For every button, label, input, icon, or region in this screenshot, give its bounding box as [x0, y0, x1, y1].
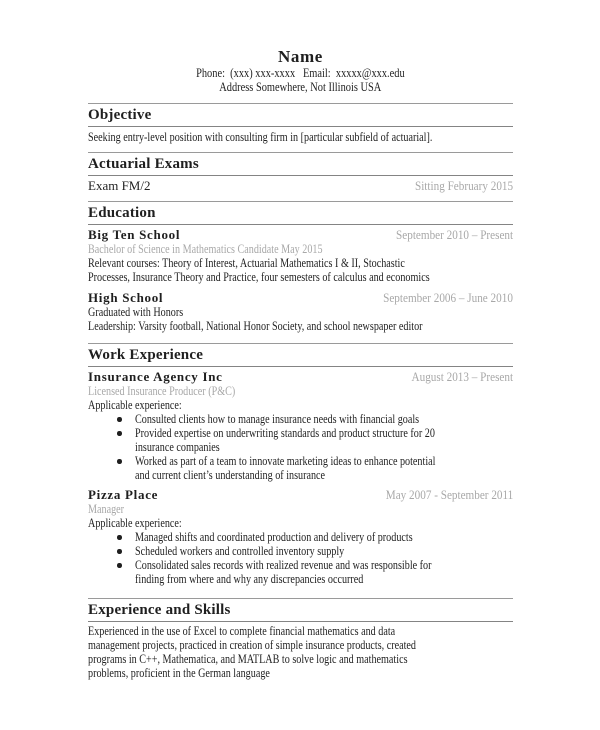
section-experience-and-skills — [88, 598, 513, 680]
degree-line: Bachelor of Science in Mathematics Candidate May 2015 — [88, 241, 323, 256]
skills-line: problems, proficient in the German language — [88, 665, 270, 680]
bullet-text: Consolidated sales records with realized revenue and was responsible for — [135, 557, 432, 572]
courses-line: Processes, Insurance Theory and Practice, four semesters of calculus and economics — [88, 269, 430, 284]
exam-date: Sitting February 2015 — [414, 178, 513, 193]
resume-header — [88, 48, 513, 94]
honors-line: Graduated with Honors — [88, 304, 184, 319]
job-entry-pizza — [88, 488, 513, 586]
school-dates: September 2010 – Present — [395, 227, 513, 242]
bullet-text: Scheduled workers and controlled inventory supply — [135, 543, 345, 558]
job-intro: Applicable experience: — [88, 515, 182, 530]
exam-name: Exam FM/2 — [88, 178, 151, 193]
address-row — [88, 80, 513, 94]
bullet-text: Worked as part of a team to innovate marketing ideas to enhance potential — [135, 453, 436, 468]
address-line: Address Somewhere, Not Illinois USA — [219, 79, 382, 94]
job-intro: Applicable experience: — [88, 397, 182, 412]
exam-entry — [88, 179, 513, 193]
education-entry-row — [88, 291, 513, 305]
company-name: Insurance Agency Inc — [88, 369, 223, 384]
skills-line: Experienced in the use of Excel to complete financial mathematics and data — [88, 623, 396, 638]
skills-line: management projects, practiced in creation of simple insurance products, created — [88, 637, 417, 652]
education-entry-high-school — [88, 291, 513, 333]
contact-row — [88, 66, 513, 80]
bullet-text: insurance companies — [135, 439, 220, 454]
leadership-line: Leadership: Varsity football, National Honor Society, and school newspaper editor — [88, 318, 423, 333]
job-bullet-list — [88, 412, 513, 482]
education-heading: Education — [88, 205, 156, 221]
skills-line: programs in C++, Mathematica, and MATLAB to solve logic and mathematics — [88, 651, 408, 666]
job-bullet-list — [88, 530, 513, 586]
bullet-text: Provided expertise on underwriting standards and product structure for 20 — [135, 425, 435, 440]
objective-heading: Objective — [88, 107, 152, 123]
job-entry-insurance — [88, 370, 513, 482]
job-entry-row — [88, 370, 513, 384]
bullet-item — [88, 426, 513, 454]
section-education — [88, 201, 513, 333]
bullet-item — [88, 544, 513, 558]
exams-heading-bar — [88, 152, 513, 176]
job-title: Licensed Insurance Producer (P&C) — [88, 383, 236, 398]
bullet-item — [88, 412, 513, 426]
bullet-text: finding from where and why any discrepancies occurred — [135, 571, 364, 586]
objective-text: Seeking entry-level position with consulting firm in [particular subfield of actuarial]. — [88, 129, 433, 144]
education-entry-row — [88, 228, 513, 242]
work-heading: Work Experience — [88, 347, 204, 363]
school-name: High School — [88, 290, 164, 305]
section-work-experience — [88, 343, 513, 586]
candidate-name: Name — [278, 47, 323, 66]
bullet-text: Consulted clients how to manage insurance needs with financial goals — [135, 411, 420, 426]
job-dates: May 2007 - September 2011 — [385, 487, 513, 502]
work-heading-bar — [88, 343, 513, 367]
bullet-item — [88, 558, 513, 586]
section-objective — [88, 103, 513, 144]
bullet-text: Managed shifts and coordinated production and delivery of products — [135, 529, 413, 544]
education-entry-college — [88, 228, 513, 284]
education-heading-bar — [88, 201, 513, 225]
objective-heading-bar — [88, 103, 513, 127]
job-dates: August 2013 – Present — [411, 369, 513, 384]
school-dates: September 2006 – June 2010 — [383, 290, 513, 305]
job-title: Manager — [88, 501, 125, 516]
skills-paragraph — [88, 624, 513, 680]
section-actuarial-exams — [88, 152, 513, 193]
courses-line: Relevant courses: Theory of Interest, Actuarial Mathematics I & II, Stochastic — [88, 255, 405, 270]
skills-heading-bar — [88, 598, 513, 622]
company-name: Pizza Place — [88, 487, 159, 502]
school-name: Big Ten School — [88, 227, 181, 242]
job-entry-row — [88, 488, 513, 502]
bullet-item — [88, 530, 513, 544]
contact-line: Phone: (xxx) xxx-xxxx Email: xxxxx@xxx.edu — [196, 65, 405, 80]
exams-heading: Actuarial Exams — [88, 156, 199, 172]
bullet-item — [88, 454, 513, 482]
skills-heading: Experience and Skills — [88, 602, 231, 618]
bullet-text: and current client’s understanding of insurance — [135, 467, 326, 482]
resume-content — [88, 0, 513, 680]
